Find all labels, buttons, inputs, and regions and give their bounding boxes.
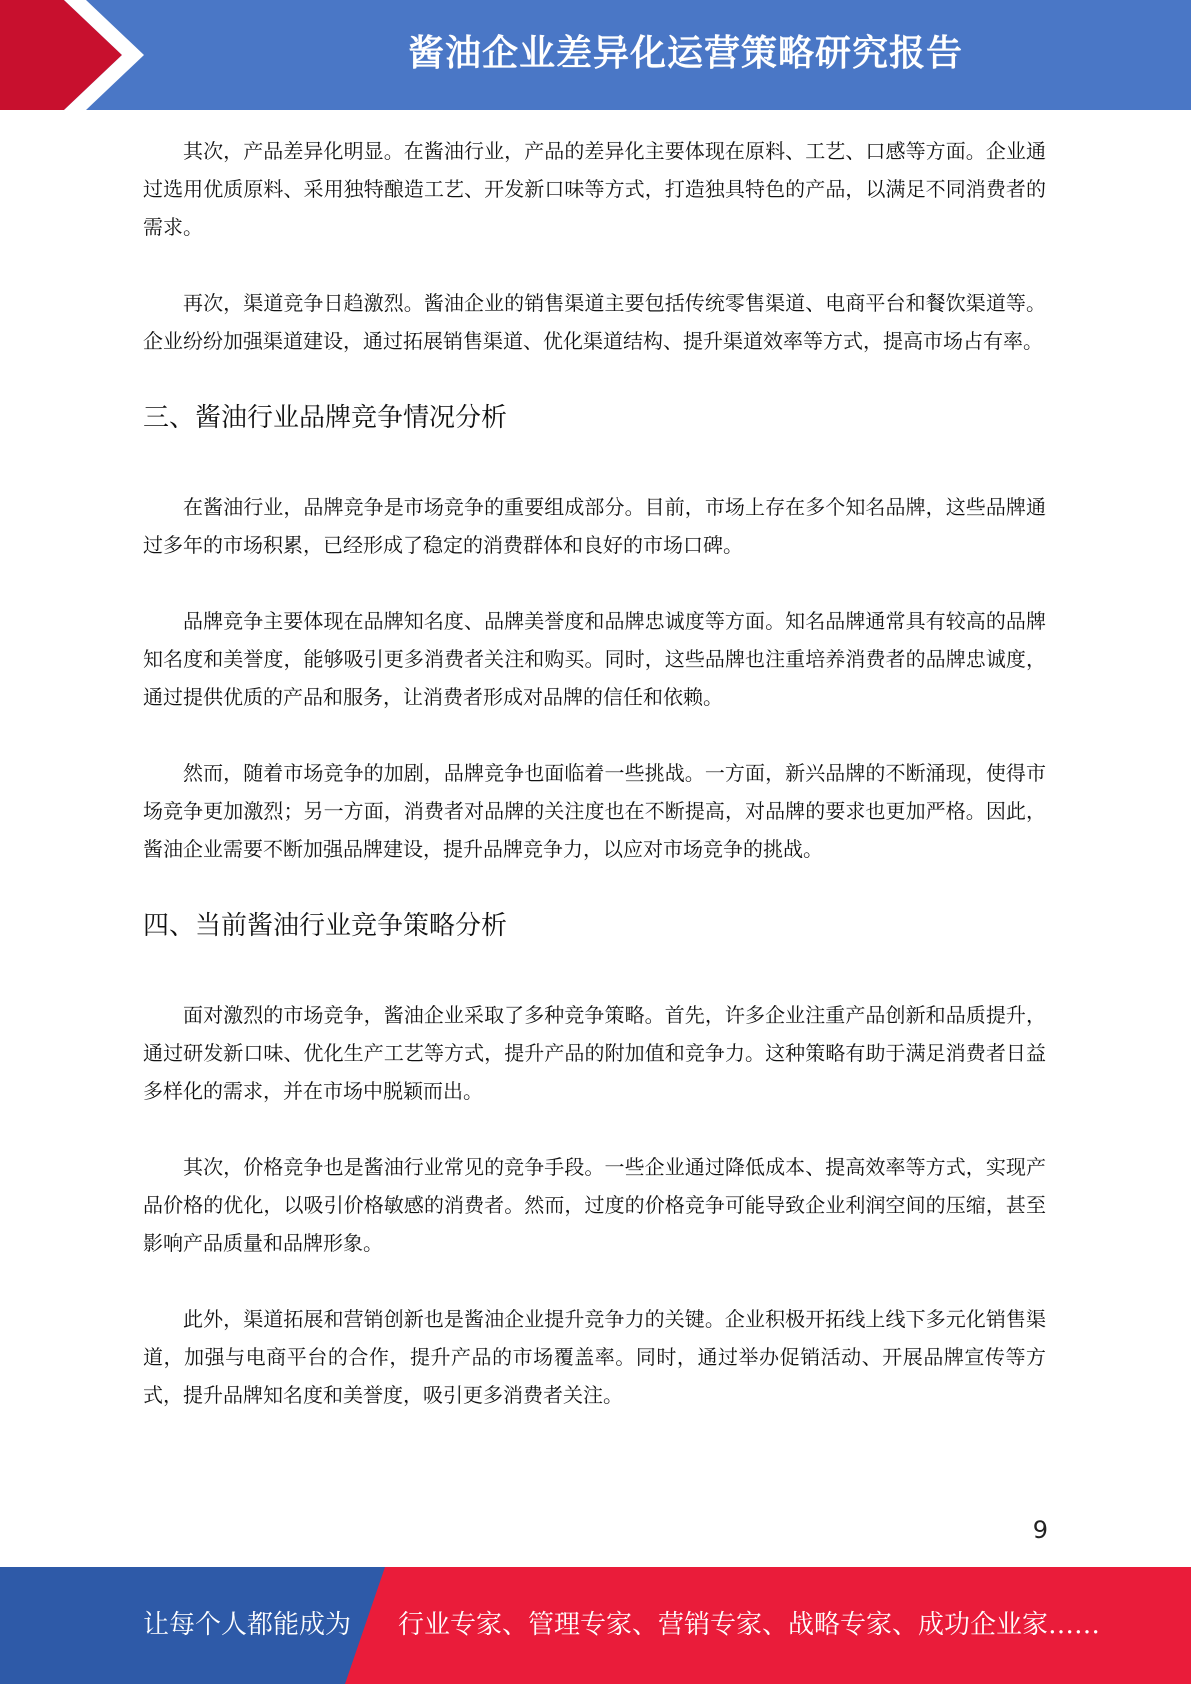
page-number: 9 [1032, 1516, 1048, 1544]
paragraph: 此外，渠道拓展和营销创新也是酱油企业提升竞争力的关键。企业积极开拓线上线下多元化销售渠道，加强与电商平台的合作，提升产品的市场覆盖率。同时，通过举办促销活动、开展品牌宣传等方式，提升品牌知名度和美誉度，吸引更多消费者关注。 [143, 1307, 1046, 1407]
paragraph: 再次，渠道竞争日趋激烈。酱油企业的销售渠道主要包括传统零售渠道、电商平台和餐饮渠道等。企业纷纷加强渠道建设，通过拓展销售渠道、优化渠道结构、提升渠道效率等方式，提高市场占有率。 [143, 291, 1046, 353]
paragraph: 面对激烈的市场竞争，酱油企业采取了多种竞争策略。首先，许多企业注重产品创新和品质提升，通过研发新口味、优化生产工艺等方式，提升产品的附加值和竞争力。这种策略有助于满足消费者日益多样化的需求，并在市场中脱颖而出。 [143, 1003, 1046, 1103]
footer-slogan-right: 行业专家、管理专家、营销专家、战略专家、成功企业家…… [398, 1610, 1101, 1640]
paragraph: 在酱油行业，品牌竞争是市场竞争的重要组成部分。目前，市场上存在多个知名品牌，这些品牌通过多年的市场积累，已经形成了稳定的消费群体和良好的市场口碑。 [143, 495, 1046, 557]
paragraph: 其次，产品差异化明显。在酱油行业，产品的差异化主要体现在原料、工艺、口感等方面。企业通过选用优质原料、采用独特酿造工艺、开发新口味等方式，打造独具特色的产品，以满足不同消费者的需求。 [143, 139, 1046, 239]
main-content [143, 132, 1046, 1452]
footer-banner [0, 1567, 1191, 1684]
footer-slogan-left: 让每个人都能成为 [143, 1610, 352, 1640]
document-title: 酱油企业差异化运营策略研究报告 [407, 33, 963, 74]
section-heading: 三、酱油行业品牌竞争情况分析 [143, 403, 508, 433]
paragraph: 然而，随着市场竞争的加剧，品牌竞争也面临着一些挑战。一方面，新兴品牌的不断涌现，使得市场竞争更加激烈；另一方面，消费者对品牌的关注度也在不断提高，对品牌的要求也更加严格。因此，酱油企业需要不断加强品牌建设，提升品牌竞争力，以应对市场竞争的挑战。 [143, 761, 1046, 861]
paragraph: 其次，价格竞争也是酱油行业常见的竞争手段。一些企业通过降低成本、提高效率等方式，实现产品价格的优化，以吸引价格敏感的消费者。然而，过度的价格竞争可能导致企业利润空间的压缩，甚至影响产品质量和品牌形象。 [143, 1155, 1046, 1255]
header-banner [0, 0, 1191, 110]
paragraph: 品牌竞争主要体现在品牌知名度、品牌美誉度和品牌忠诚度等方面。知名品牌通常具有较高的品牌知名度和美誉度，能够吸引更多消费者关注和购买。同时，这些品牌也注重培养消费者的品牌忠诚度，通过提供优质的产品和服务，让消费者形成对品牌的信任和依赖。 [143, 609, 1046, 709]
section-heading: 四、当前酱油行业竞争策略分析 [143, 911, 508, 941]
